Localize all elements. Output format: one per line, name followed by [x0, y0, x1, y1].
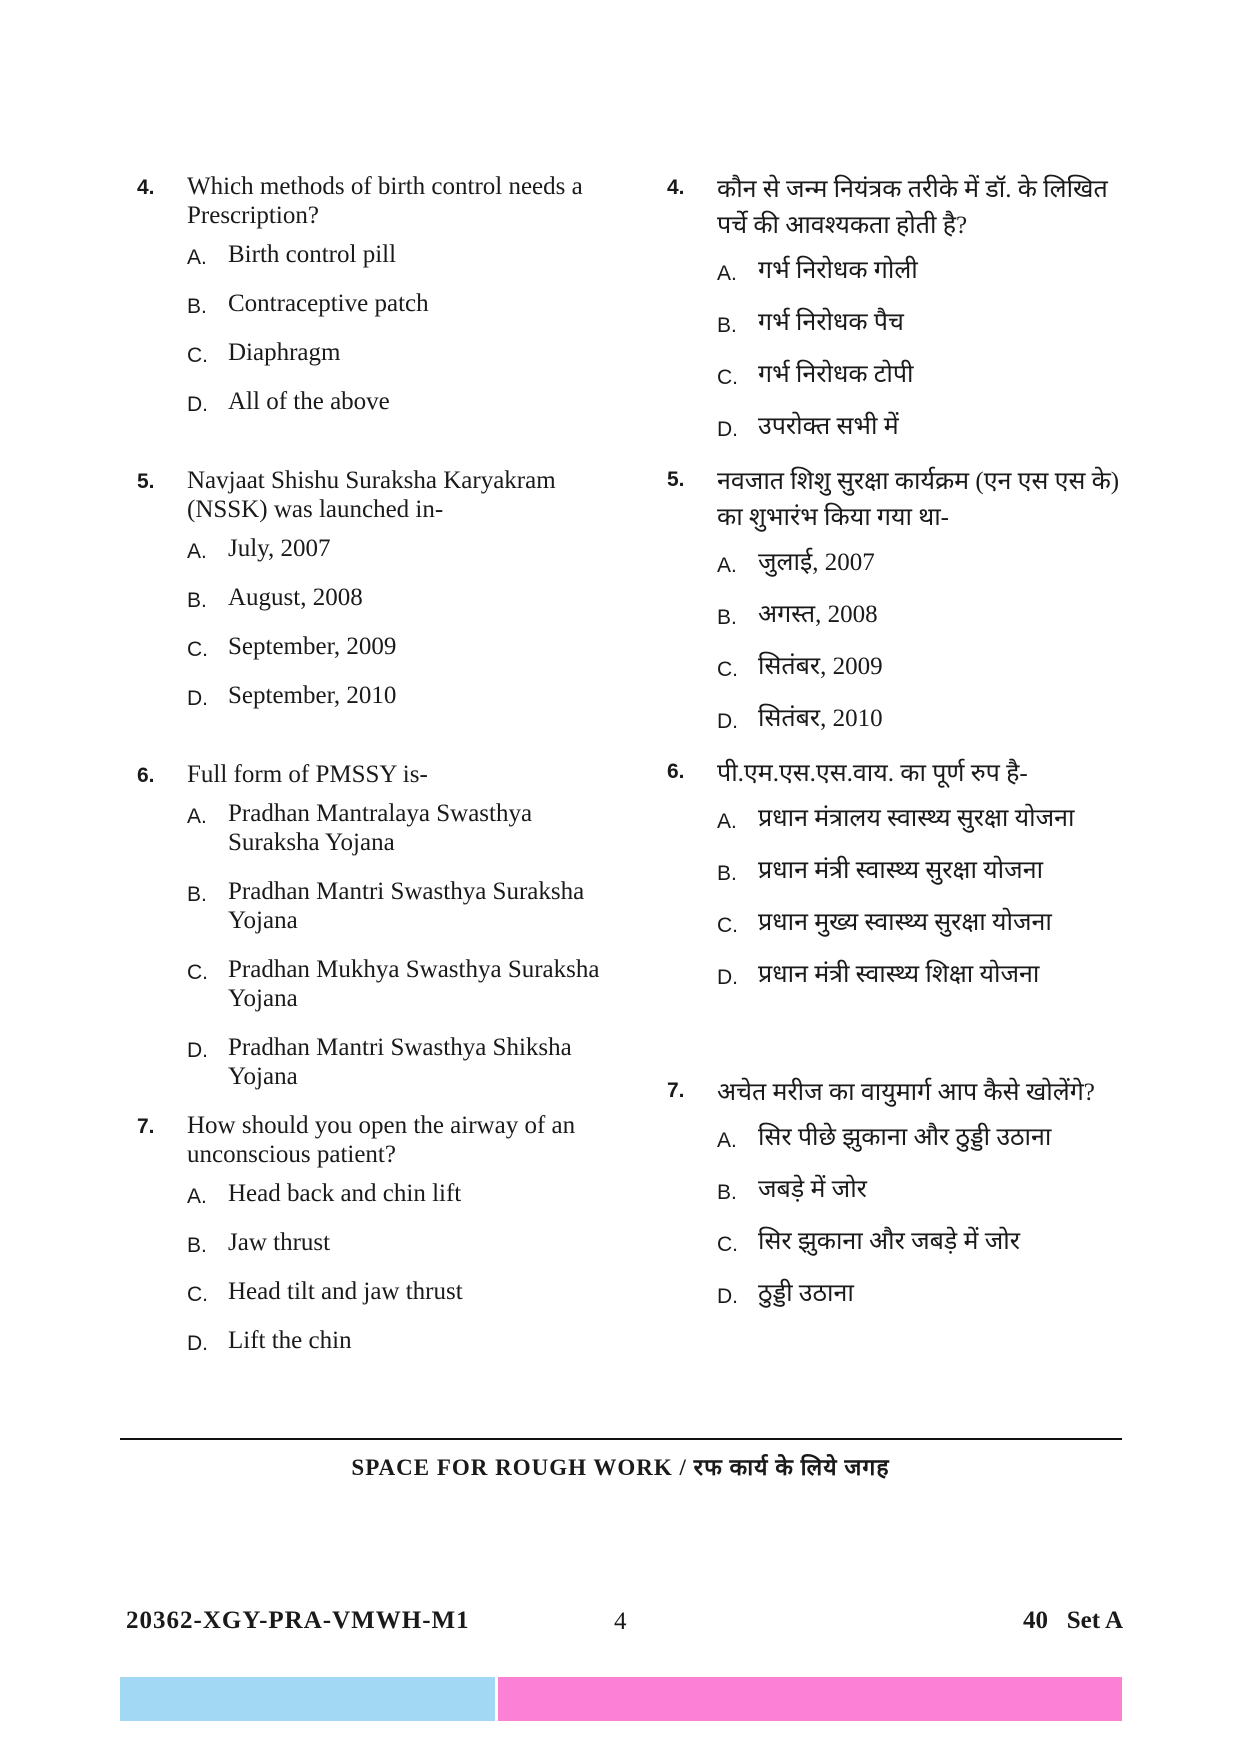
- option-label: A.: [717, 554, 737, 577]
- option-b: [717, 1175, 1137, 1204]
- hindi-column: [667, 172, 1137, 1331]
- option-text: प्रधान मंत्री स्वास्थ्य सुरक्षा योजना: [758, 857, 1044, 884]
- option-label: D.: [187, 1039, 208, 1062]
- question-text: कौन से जन्म नियंत्रक तरीके में डॉ. के लिखित पर्चे की आवश्यकता होती है?: [717, 176, 1108, 239]
- option-text: सितंबर, 2009: [758, 653, 883, 680]
- option-label: A.: [717, 1129, 737, 1152]
- option-text: अगस्त, 2008: [758, 601, 878, 628]
- option-text: All of the above: [228, 388, 390, 415]
- option-c: [717, 1227, 1137, 1256]
- question-number: 6.: [667, 760, 685, 783]
- option-label: B.: [717, 1181, 737, 1204]
- set-label: 40 Set A: [1023, 1607, 1123, 1634]
- option-text: प्रधान मंत्रालय स्वास्थ्य सुरक्षा योजना: [758, 805, 1075, 832]
- option-label: B.: [187, 295, 207, 318]
- question-number: 4.: [667, 176, 685, 199]
- option-text: Pradhan Mukhya Swasthya Suraksha Yojana: [228, 956, 600, 1012]
- option-a: [187, 534, 607, 563]
- option-label: D.: [187, 393, 208, 416]
- option-label: D.: [187, 1332, 208, 1355]
- question-number: 7.: [667, 1079, 685, 1102]
- option-label: B.: [187, 589, 207, 612]
- option-d: [717, 412, 1137, 441]
- option-b: [717, 308, 1137, 337]
- option-a: [187, 799, 607, 857]
- option-text: सितंबर, 2010: [758, 705, 883, 732]
- option-label: B.: [717, 606, 737, 629]
- option-text: गर्भ निरोधक गोली: [758, 257, 918, 284]
- question-5-hi: [667, 464, 1137, 733]
- option-text: Head back and chin lift: [228, 1180, 462, 1207]
- option-label: C.: [187, 1283, 208, 1306]
- option-label: B.: [187, 883, 207, 906]
- question-7-en: [137, 1111, 607, 1355]
- option-d: [717, 960, 1137, 989]
- option-a: [717, 1123, 1137, 1152]
- option-text: September, 2010: [228, 682, 397, 709]
- option-label: C.: [187, 344, 208, 367]
- option-a: [717, 548, 1137, 577]
- option-text: प्रधान मुख्य स्वास्थ्य सुरक्षा योजना: [758, 909, 1052, 936]
- option-b: [717, 856, 1137, 885]
- question-number: 5.: [667, 468, 685, 491]
- paper-code: 20362-XGY-PRA-VMWH-M1: [126, 1607, 470, 1634]
- option-text: गर्भ निरोधक टोपी: [758, 361, 914, 388]
- option-label: B.: [187, 1234, 207, 1257]
- question-4-hi: [667, 172, 1137, 441]
- option-c: [717, 652, 1137, 681]
- footer-bar-pink: [498, 1677, 1122, 1721]
- english-column: [137, 172, 607, 1375]
- option-b: [187, 583, 607, 612]
- option-label: C.: [717, 914, 738, 937]
- option-d: [187, 387, 607, 416]
- question-number: 5.: [137, 470, 155, 493]
- question-text: Navjaat Shishu Suraksha Karyakram (NSSK) was launched in-: [187, 467, 556, 523]
- option-label: C.: [717, 658, 738, 681]
- option-label: A.: [187, 540, 207, 563]
- option-d: [717, 704, 1137, 733]
- option-text: Pradhan Mantri Swasthya Shiksha Yojana: [228, 1034, 572, 1090]
- option-a: [187, 240, 607, 269]
- question-4-en: [137, 172, 607, 416]
- option-text: उपरोक्त सभी में: [758, 413, 899, 440]
- option-b: [717, 600, 1137, 629]
- option-label: B.: [717, 314, 737, 337]
- option-label: D.: [187, 687, 208, 710]
- option-label: A.: [187, 1185, 207, 1208]
- option-c: [187, 338, 607, 367]
- option-text: Diaphragm: [228, 339, 341, 366]
- question-text: अचेत मरीज का वायुमार्ग आप कैसे खोलेंगे?: [717, 1079, 1095, 1106]
- question-text: Which methods of birth control needs a Prescription?: [187, 173, 583, 229]
- option-d: [187, 681, 607, 710]
- option-b: [187, 289, 607, 318]
- option-label: B.: [717, 862, 737, 885]
- question-5-en: [137, 466, 607, 710]
- option-text: गर्भ निरोधक पैच: [758, 309, 904, 336]
- option-a: [187, 1179, 607, 1208]
- question-text: पी.एम.एस.एस.वाय. का पूर्ण रुप है-: [717, 760, 1028, 787]
- question-number: 6.: [137, 764, 155, 787]
- option-label: C.: [187, 961, 208, 984]
- option-label: A.: [717, 810, 737, 833]
- option-text: Pradhan Mantralaya Swasthya Suraksha Yojana: [228, 800, 533, 856]
- option-label: A.: [187, 805, 207, 828]
- option-text: जुलाई, 2007: [758, 549, 875, 576]
- option-text: सिर झुकाना और जबड़े में जोर: [758, 1228, 1020, 1255]
- option-label: D.: [717, 1285, 738, 1308]
- footer-bar-blue: [120, 1677, 495, 1721]
- question-text: Full form of PMSSY is-: [187, 761, 428, 788]
- option-c: [187, 955, 607, 1013]
- option-text: प्रधान मंत्री स्वास्थ्य शिक्षा योजना: [758, 961, 1040, 988]
- option-text: ठुड्डी उठाना: [758, 1280, 854, 1307]
- option-text: August, 2008: [228, 584, 363, 611]
- option-text: September, 2009: [228, 633, 397, 660]
- option-label: C.: [717, 366, 738, 389]
- option-d: [717, 1279, 1137, 1308]
- option-a: [717, 256, 1137, 285]
- option-label: D.: [717, 710, 738, 733]
- option-text: Head tilt and jaw thrust: [228, 1278, 463, 1305]
- option-label: C.: [187, 638, 208, 661]
- question-number: 4.: [137, 176, 155, 199]
- option-b: [187, 877, 607, 935]
- question-text: नवजात शिशु सुरक्षा कार्यक्रम (एन एस एस के) का शुभारंभ किया गया था-: [717, 468, 1120, 531]
- question-6-en: [137, 760, 607, 1091]
- option-label: D.: [717, 418, 738, 441]
- option-label: A.: [717, 262, 737, 285]
- option-text: Birth control pill: [228, 241, 397, 268]
- option-text: सिर पीछे झुकाना और ठुड्डी उठाना: [758, 1124, 1052, 1151]
- option-text: Pradhan Mantri Swasthya Suraksha Yojana: [228, 878, 585, 934]
- option-d: [187, 1326, 607, 1355]
- option-text: Contraceptive patch: [228, 290, 429, 317]
- divider-line: [120, 1438, 1122, 1440]
- question-6-hi: [667, 756, 1137, 989]
- option-label: C.: [717, 1233, 738, 1256]
- option-label: A.: [187, 246, 207, 269]
- question-number: 7.: [137, 1115, 155, 1138]
- page-number: 4: [614, 1608, 627, 1635]
- option-c: [717, 360, 1137, 389]
- option-label: D.: [717, 966, 738, 989]
- option-text: July, 2007: [228, 535, 331, 562]
- option-c: [187, 1277, 607, 1306]
- option-c: [717, 908, 1137, 937]
- option-text: Jaw thrust: [228, 1229, 331, 1256]
- option-d: [187, 1033, 607, 1091]
- question-7-hi: [667, 1075, 1137, 1308]
- option-a: [717, 804, 1137, 833]
- rough-work-heading: SPACE FOR ROUGH WORK / रफ कार्य के लिये जगह: [351, 1455, 890, 1480]
- option-text: Lift the chin: [228, 1327, 352, 1354]
- question-text: How should you open the airway of an unconscious patient?: [187, 1112, 576, 1168]
- option-text: जबड़े में जोर: [758, 1176, 867, 1203]
- option-c: [187, 632, 607, 661]
- option-b: [187, 1228, 607, 1257]
